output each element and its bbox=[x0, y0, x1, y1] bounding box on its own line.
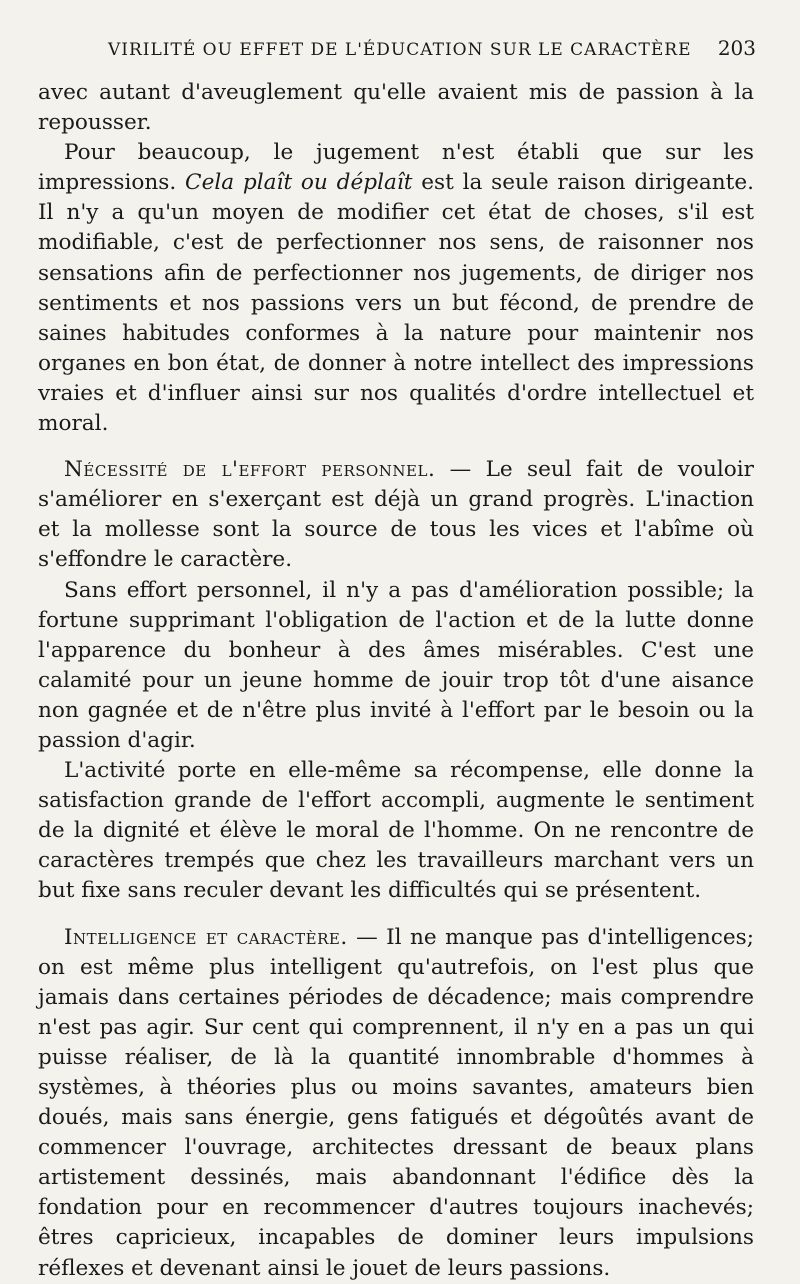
paragraph-text: Pour beaucoup, le jugement n'est établi que sur les impressions. bbox=[38, 140, 754, 196]
section-heading: Intelligence et caractère. bbox=[64, 924, 348, 950]
section-intelligence bbox=[38, 923, 754, 1284]
page-number: 203 bbox=[717, 36, 756, 60]
section-text: — Il ne manque pas d'intelligences; on est même plus intelligent qu'autrefois, on l'est plus que jamais dans certaines périodes de décadence; mais comprendre n'est pas agir. Sur cent qui comprennent, il n'y en a pas un qui puisse réaliser, de là la quantité innombrable d'hommes à systèmes, à théories plus ou moins savantes, amateurs bien doués, mais sans énergie, gens fatigués et dégoûtés avant de commencer l'ouvrage, architectes dressant de beaux plans artistement dessinés, mais abandonnant l'édifice dès la fondation pour en recommencer d'autres toujours inachevés; êtres capricieux, incapables de dominer leurs impulsions réflexes et devenant ainsi le jouet de leurs passions. bbox=[38, 924, 754, 1281]
paragraph-activity: L'activité porte en elle-même sa récompense, elle donne la satisfaction grande de l'effort accompli, augmente le sentiment de la dignité et élève le moral de l'homme. On ne rencontre de caractères trempés que chez les travailleurs marchant vers un but fixe sans reculer devant les difficultés qui se présentent. bbox=[38, 758, 754, 904]
section-heading: Nécessité de l'effort personnel. bbox=[64, 457, 436, 483]
section-text: — Le seul fait de vouloir s'améliorer en s'exerçant est déjà un grand progrès. L'inaction et la mollesse sont la source de tous les vices et l'abîme où s'effondre le caractère. bbox=[38, 457, 755, 573]
section-effort bbox=[38, 455, 754, 575]
italic-phrase: Cela plaît ou déplaît bbox=[185, 170, 413, 196]
paragraph-text: est la seule raison dirigeante. Il n'y a qu'un moyen de modifier cet état de choses, s'il est modifiable, c'est de perfectionner nos sens, de raisonner nos sensations afin de perfectionner nos jugements, de diriger nos sentiments et nos passions vers un but fécond, de prendre de saines habitudes conformes à la nature pour maintenir nos organes en bon état, de donner à notre intellect des impressions vraies et d'influer ainsi sur nos qualités d'ordre intellectuel et moral. bbox=[38, 170, 754, 437]
running-head bbox=[108, 36, 756, 60]
paragraph-continued: avec autant d'aveuglement qu'elle avaient mis de passion à la repousser. bbox=[38, 80, 754, 136]
paragraph-effort: Sans effort personnel, il n'y a pas d'amélioration possible; la fortune supprimant l'obligation de l'action et de la lutte donne l'apparence du bonheur à des âmes misérables. C'est une calamité pour un jeune homme de jouir trop tôt d'une aisance non gagnée et de n'être plus invité à l'effort par le besoin ou la passion d'agir. bbox=[38, 577, 754, 753]
paragraph-judgement bbox=[38, 138, 754, 439]
page-body bbox=[38, 78, 754, 1284]
running-title: VIRILITÉ OU EFFET DE L'ÉDUCATION SUR LE CARACTÈRE bbox=[108, 40, 692, 60]
